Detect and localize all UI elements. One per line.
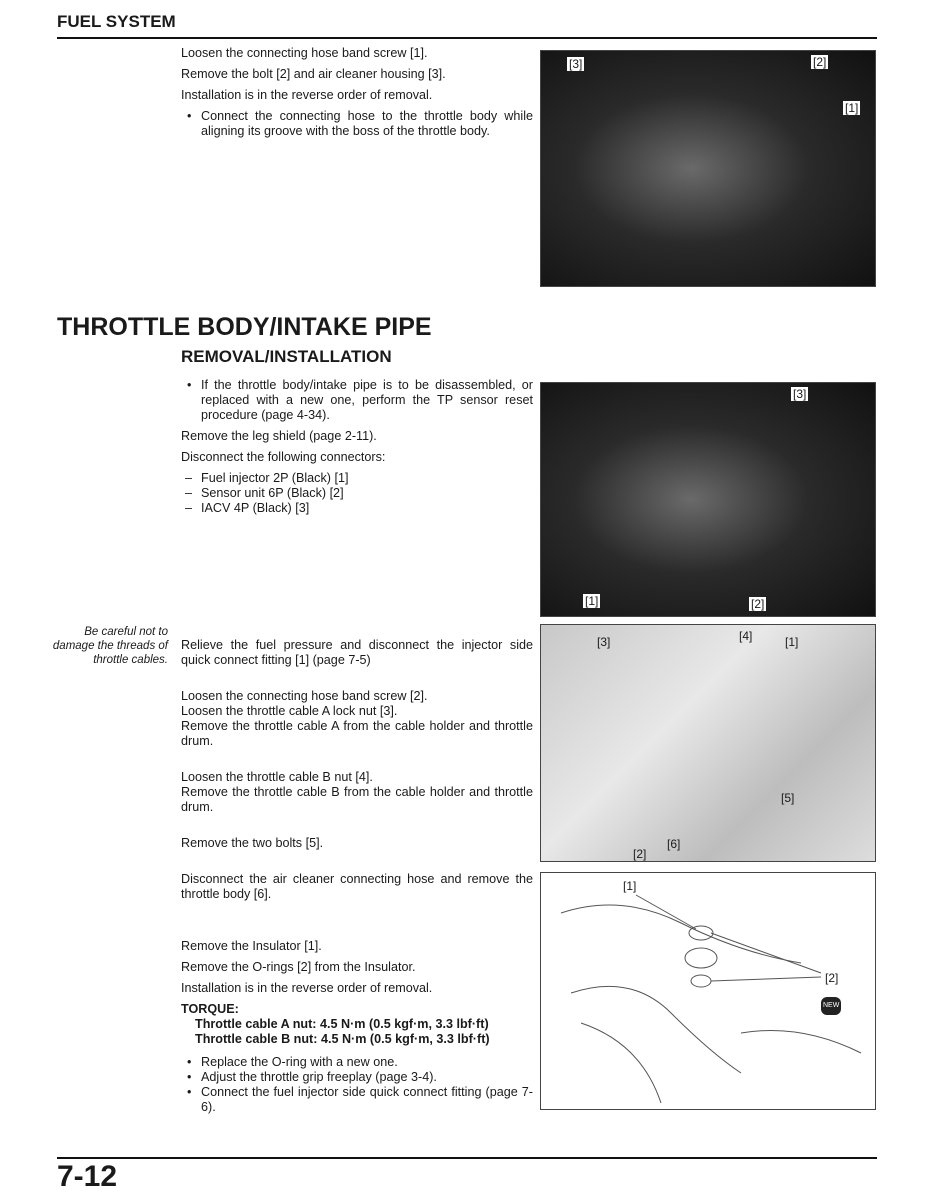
callout: [2]	[813, 55, 827, 69]
callout: [1]	[623, 879, 637, 893]
connector-item: – Fuel injector 2P (Black) [1]	[181, 471, 533, 486]
torque-spec: Throttle cable A nut: 4.5 N·m (0.5 kgf·m, 3.3 lbf·ft)	[195, 1017, 489, 1031]
step: Relieve the fuel pressure and disconnect the injector side quick connect fitting [1] (page 7-5)	[181, 638, 533, 667]
figure-insulator	[540, 872, 876, 1110]
step: Remove the O-rings [2] from the Insulator.	[181, 960, 416, 974]
callout: [3]	[597, 635, 611, 649]
step: Loosen the throttle cable B nut [4]. Remove the throttle cable B from the cable holder and throttle drum.	[181, 770, 533, 814]
bullet: • Connect the fuel injector side quick connect fitting (page 7-6).	[181, 1085, 533, 1115]
callout: [4]	[739, 629, 753, 643]
callout: [1]	[585, 594, 599, 608]
figure-air-cleaner-housing	[540, 50, 876, 287]
caution-note: Be careful not to damage the threads of throttle cables.	[52, 626, 168, 666]
page-number: 7-12	[57, 1160, 118, 1193]
section-subtitle: REMOVAL/INSTALLATION	[181, 347, 392, 366]
callout: [3]	[793, 387, 807, 401]
removal-instructions	[181, 378, 533, 516]
insulator-line-drawing	[541, 873, 876, 1110]
callout: [2]	[633, 847, 647, 861]
callout: [6]	[667, 837, 681, 851]
callout: [5]	[781, 791, 795, 805]
callout: [2]	[751, 597, 765, 611]
step: Installation is in the reverse order of removal.	[181, 981, 433, 995]
step: Disconnect the following connectors:	[181, 450, 386, 464]
bullet: • If the throttle body/intake pipe is to be disassembled, or replaced with a new one, perform the TP sensor reset procedure (page 4-34).	[181, 378, 533, 423]
step: Loosen the connecting hose band screw [1].	[181, 46, 428, 60]
figure-connectors	[540, 382, 876, 617]
connector-item: – Sensor unit 6P (Black) [2]	[181, 486, 533, 501]
lower-instructions	[181, 623, 533, 1115]
step: Remove the two bolts [5].	[181, 836, 324, 850]
step: Loosen the connecting hose band screw [2]. Loosen the throttle cable A lock nut [3]. Remove the throttle cable A from the cable holder and throttle drum.	[181, 689, 533, 748]
top-instructions	[181, 46, 533, 139]
bullet: • Replace the O-ring with a new one.	[181, 1055, 533, 1070]
throttle-instructions	[181, 623, 533, 923]
section-header: FUEL SYSTEM	[57, 12, 176, 31]
section-title: THROTTLE BODY/INTAKE PIPE	[57, 313, 432, 341]
callout: [1]	[845, 101, 859, 115]
figure-throttle-body	[540, 624, 876, 862]
step: Remove the Insulator [1].	[181, 939, 322, 953]
bullet: • Connect the connecting hose to the throttle body while aligning its groove with the boss of the throttle body.	[181, 109, 533, 139]
footer-rule	[57, 1157, 877, 1159]
step: Disconnect the air cleaner connecting hose and remove the throttle body [6].	[181, 872, 533, 901]
torque-spec: Throttle cable B nut: 4.5 N·m (0.5 kgf·m, 3.3 lbf·ft)	[195, 1032, 490, 1046]
step: Remove the leg shield (page 2-11).	[181, 429, 377, 443]
callout: [2]	[825, 971, 839, 985]
connector-item: – IACV 4P (Black) [3]	[181, 501, 533, 516]
bullet: • Adjust the throttle grip freeplay (page 3-4).	[181, 1070, 533, 1085]
new-part-icon: NEW	[821, 997, 841, 1015]
header-rule	[57, 37, 877, 39]
step: Remove the bolt [2] and air cleaner housing [3].	[181, 67, 446, 81]
callout: [3]	[569, 57, 583, 71]
torque-label: TORQUE:	[181, 1002, 239, 1016]
insulator-instructions	[181, 939, 533, 1115]
callout: [1]	[785, 635, 799, 649]
step: Installation is in the reverse order of removal.	[181, 88, 433, 102]
